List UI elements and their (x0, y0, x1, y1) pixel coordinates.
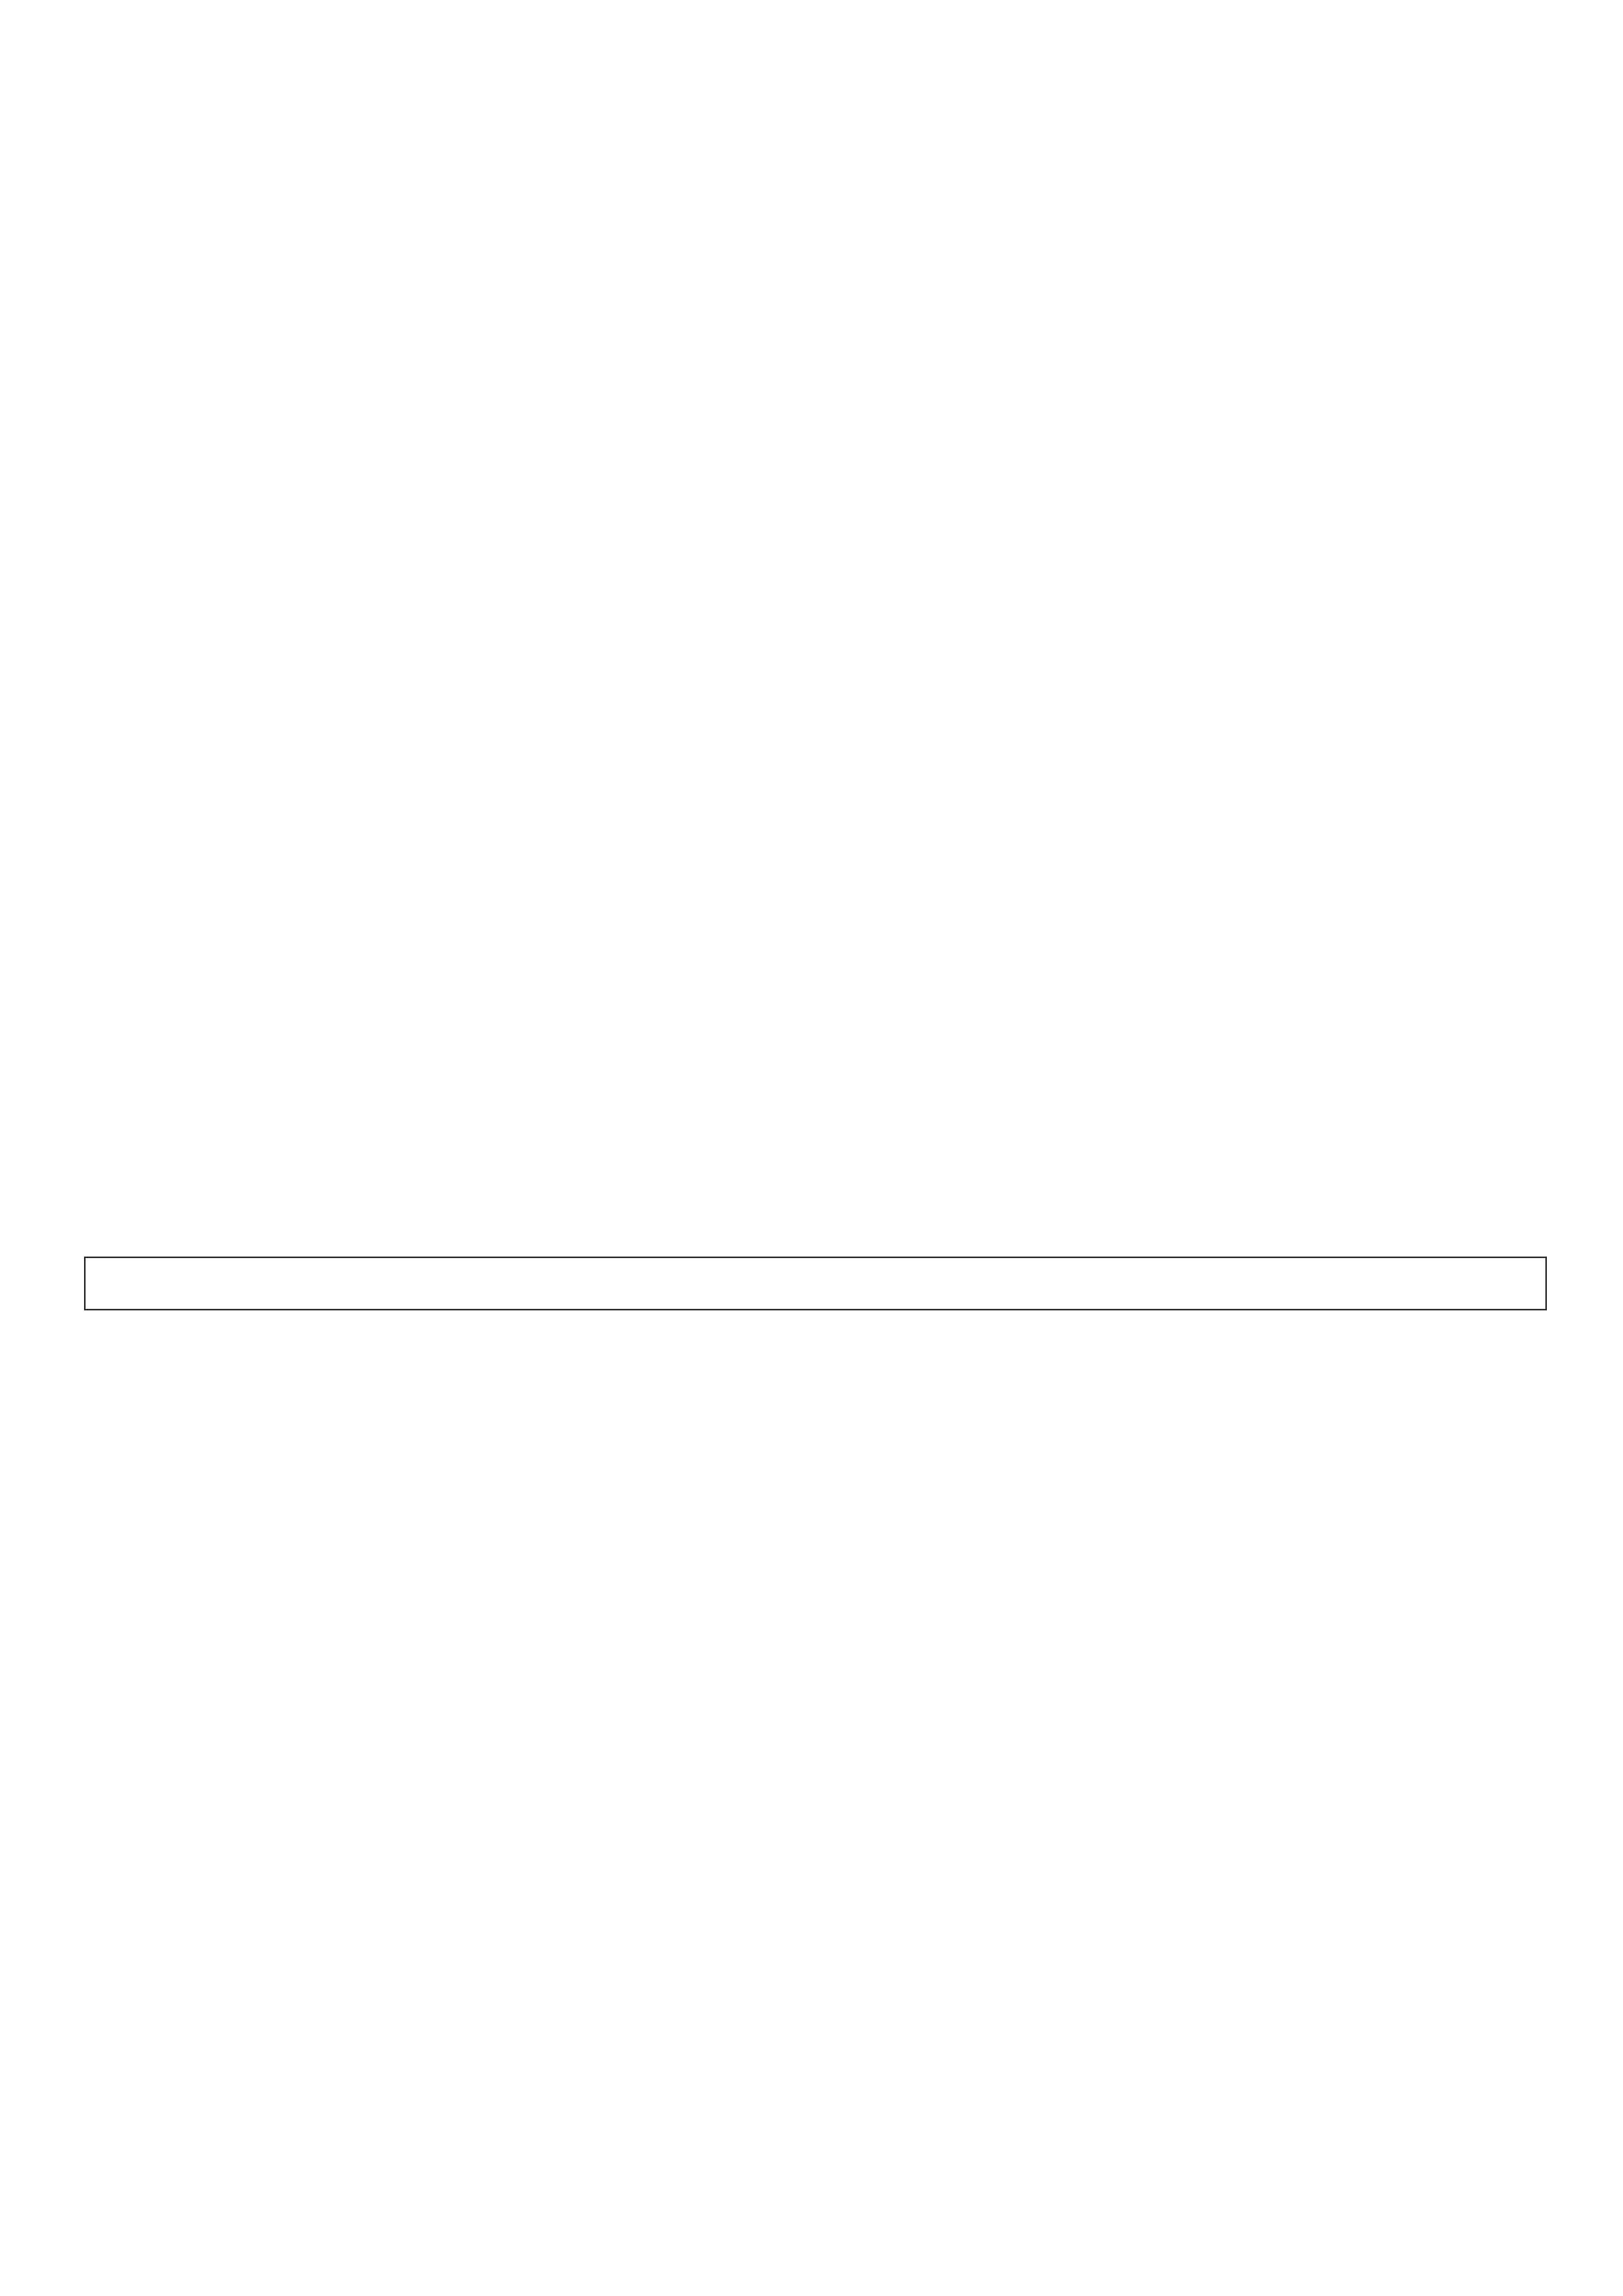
section-header-box (84, 1257, 1547, 1310)
